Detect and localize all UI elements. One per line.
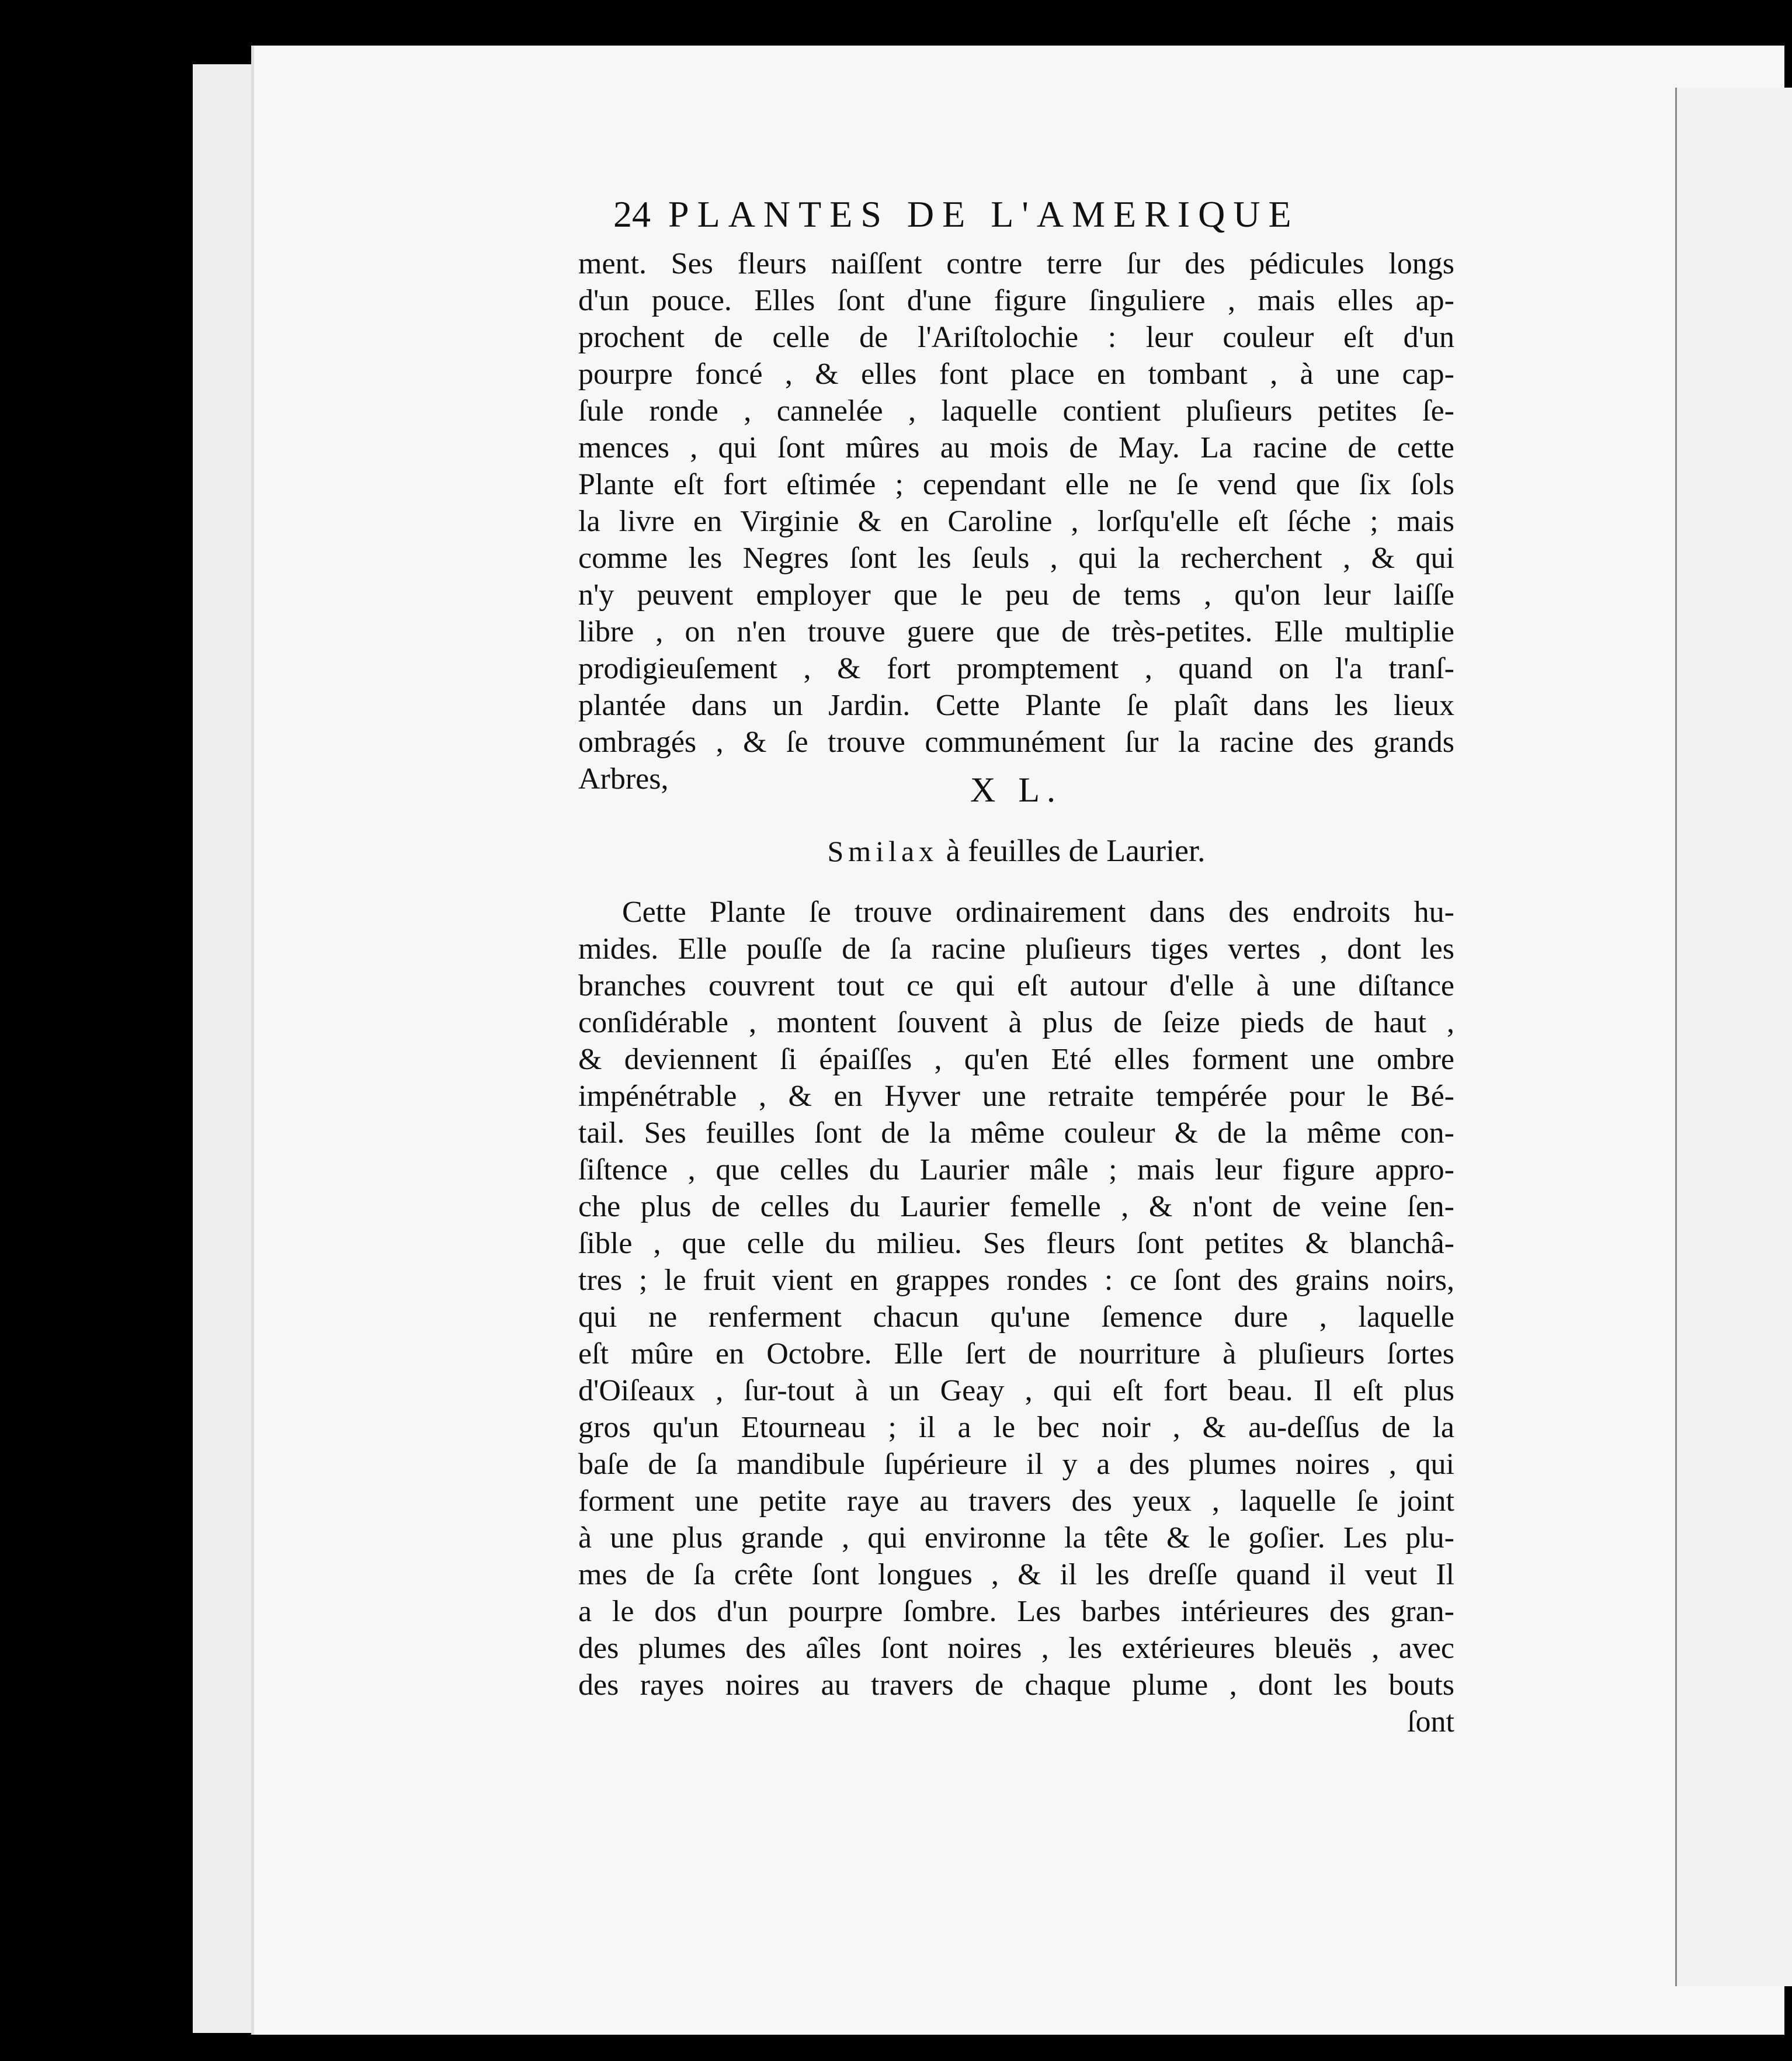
text-line: prodigieuſement , & fort promptement , quand on l'a tranſ- [578, 652, 1454, 685]
text-line: a le dos d'un pourpre ſombre. Les barbes intérieures des gran- [578, 1595, 1454, 1628]
text-line: forment une petite raye au travers des yeux , laquelle ſe joint [578, 1484, 1454, 1518]
text-line: plantée dans un Jardin. Cette Plante ſe plaît dans les lieux [578, 689, 1454, 722]
catchword: ſont [1407, 1705, 1454, 1739]
text-line: pourpre foncé , & elles font place en tombant , à une cap- [578, 358, 1454, 391]
section-title [578, 832, 1454, 869]
text-line: tail. Ses feuilles ſont de la même couleur & de la même con- [578, 1116, 1454, 1150]
text-line: mides. Elle pouſſe de ſa racine pluſieurs tiges vertes , dont les [578, 932, 1454, 966]
text-line: à une plus grande , qui environne la tête & le goſier. Les plu- [578, 1521, 1454, 1555]
text-line: & deviennent ſi épaiſſes , qu'en Eté elles forment une ombre [578, 1043, 1454, 1076]
text-line: mes de ſa crête ſont longues , & il les dreſſe quand il veut Il [578, 1558, 1454, 1591]
text-line: gros qu'un Etourneau ; il a le bec noir , & au-deſſus de la [578, 1411, 1454, 1444]
text-line: des rayes noires au travers de chaque plume , dont les bouts [578, 1668, 1454, 1702]
section-number: X L. [970, 771, 1062, 809]
section-title-smallcaps: Smilax [827, 835, 939, 868]
text-line: qui ne renferment chacun qu'une ſemence dure , laquelle [578, 1300, 1454, 1334]
text-line: Plante eſt fort eſtimée ; cependant elle ne ſe vend que ſix ſols [578, 468, 1454, 501]
text-line: d'Oiſeaux , ſur-tout à un Geay , qui eſt fort beau. Il eſt plus [578, 1374, 1454, 1407]
facing-page-edge [1675, 88, 1792, 1986]
page-number: 24 [613, 193, 651, 235]
text-line: branches couvrent tout ce qui eſt autour d'elle à une diſtance [578, 969, 1454, 1002]
text-line: comme les Negres ſont les ſeuls , qui la recherchent , & qui [578, 542, 1454, 575]
section-title-rest: à feuilles de Laurier. [938, 833, 1206, 868]
text-line: libre , on n'en trouve guere que de très-petites. Elle multiplie [578, 615, 1454, 648]
text-line: ombragés , & ſe trouve communément ſur la racine des grands [578, 726, 1454, 759]
text-line: ment. Ses fleurs naiſſent contre terre ſur des pédicules longs [578, 247, 1454, 280]
text-line: des plumes des aîles ſont noires , les extérieures bleuës , avec [578, 1632, 1454, 1665]
paragraph-1 [578, 245, 1454, 797]
text-line: mences , qui ſont mûres au mois de May. La racine de cette [578, 431, 1454, 464]
text-line: Arbres, [578, 762, 669, 796]
page-edge [193, 64, 257, 2033]
text-line: d'un pouce. Elles ſont d'une figure ſinguliere , mais elles ap- [578, 284, 1454, 317]
text-line: la livre en Virginie & en Caroline , lorſqu'elle eſt ſéche ; mais [578, 505, 1454, 538]
text-line: prochent de celle de l'Ariſtolochie : leur couleur eſt d'un [578, 321, 1454, 354]
text-line: ſible , que celle du milieu. Ses fleurs ſont petites & blanchâ- [578, 1227, 1454, 1260]
text-line: conſidérable , montent ſouvent à plus de ſeize pieds de haut , [578, 1006, 1454, 1039]
text-line: n'y peuvent employer que le peu de tems , qu'on leur laiſſe [578, 578, 1454, 612]
text-line: tres ; le fruit vient en grappes rondes : ce ſont des grains noirs, [578, 1264, 1454, 1297]
text-line: eſt mûre en Octobre. Elle ſert de nourriture à pluſieurs ſortes [578, 1337, 1454, 1370]
text-line: ſule ronde , cannelée , laquelle contient pluſieurs petites ſe- [578, 394, 1454, 428]
paragraph-2 [578, 894, 1454, 1740]
running-title: PLANTES DE L'AMERIQUE [668, 193, 1300, 235]
text-line: baſe de ſa mandibule ſupérieure il y a des plumes noires , qui [578, 1448, 1454, 1481]
text-line: impénétrable , & en Hyver une retraite tempérée pour le Bé- [578, 1080, 1454, 1113]
text-line: che plus de celles du Laurier femelle , & n'ont de veine ſen- [578, 1190, 1454, 1223]
text-line: ſiſtence , que celles du Laurier mâle ; mais leur figure appro- [578, 1153, 1454, 1186]
running-header [613, 193, 1449, 236]
text-line: Cette Plante ſe trouve ordinairement dans des endroits hu- [622, 896, 1454, 929]
